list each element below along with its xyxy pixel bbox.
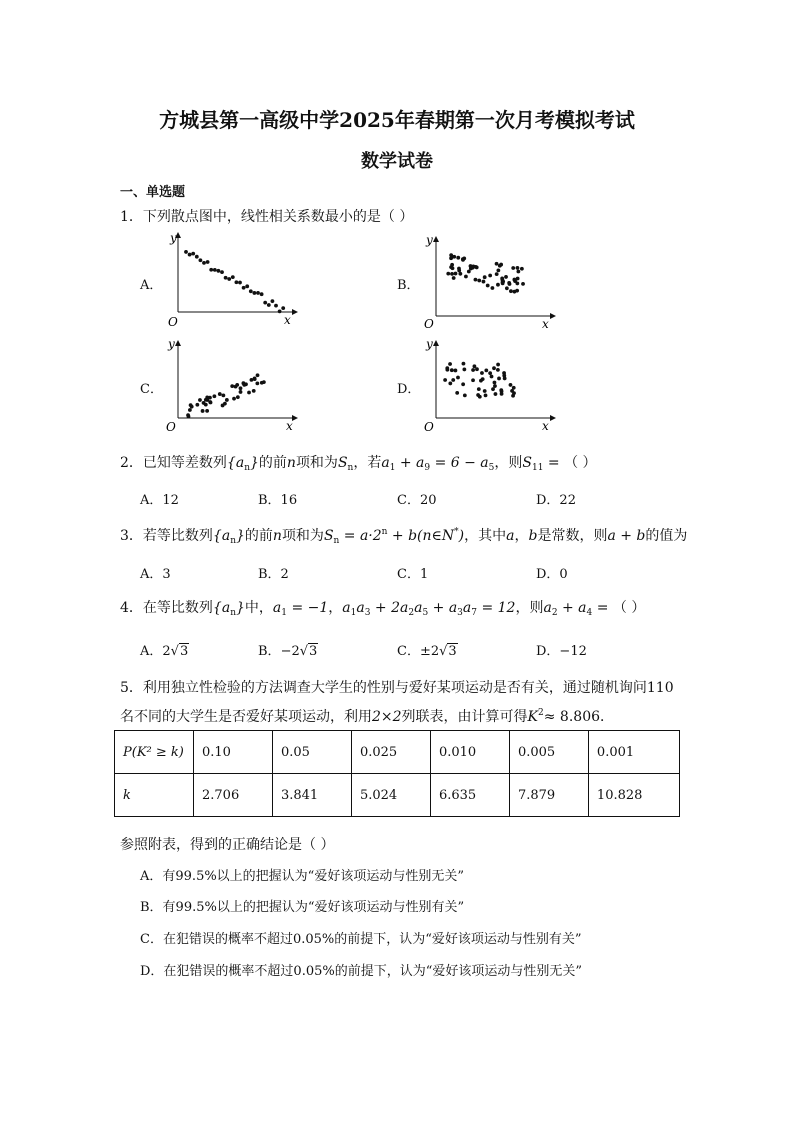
question-5-tail: 参照附表，得到的正确结论是（ ） (120, 837, 335, 853)
question-3-stem: 3．若等比数列$\{a_n\}$的前n项和为$S_n = a\cdot 2^n$ + b(n∈N*)，其中a，b是常数，则a + b的值为 (120, 527, 688, 546)
q1-option-c-label: C． (140, 382, 163, 397)
scatter-dot (191, 252, 195, 256)
table-cell: 0.010 (430, 731, 509, 774)
section-heading: 一、单选题 (120, 185, 186, 200)
x-axis-label: x (286, 419, 293, 433)
scatter-dot (202, 261, 206, 265)
scatter-dot (499, 263, 503, 267)
scatter-dot (221, 394, 225, 398)
question-4-stem: 4．在等比数列$\{a_n\}$中，$a_1 = -1$，$a_1a_3 + 2a_2a_5 + a_3a_7 = 12$，则$a_2 + a_4$ = （ ） (120, 600, 646, 618)
table-cell: 10.828 (588, 774, 679, 817)
scatter-dot (201, 409, 205, 413)
scatter-dot (199, 258, 203, 262)
x-axis-label: x (284, 313, 291, 327)
scatter-dot (516, 266, 520, 270)
scatter-dot (213, 268, 217, 272)
scatter-dot (449, 253, 453, 257)
q2-option-a[interactable]: A．12 (140, 493, 179, 508)
scatter-dot (253, 377, 257, 381)
origin-label: O (424, 317, 434, 331)
q4-option-a[interactable]: A．2√3 (140, 644, 189, 659)
y-axis-label: y (426, 337, 433, 351)
scatter-dot (495, 262, 499, 266)
scatter-dot (463, 393, 467, 397)
scatter-dot (471, 378, 475, 382)
q3-option-a[interactable]: A．3 (140, 567, 171, 582)
scatter-dot (488, 371, 492, 375)
scatter-dot (239, 386, 243, 390)
scatter-dot (256, 373, 260, 377)
scatter-dot (475, 367, 479, 371)
scatter-dot (495, 272, 499, 276)
table-cell: 2.706 (194, 774, 273, 817)
q3-option-d[interactable]: D．0 (536, 567, 568, 582)
x-axis-label: x (542, 317, 549, 331)
scatter-dot (278, 309, 282, 313)
question-5-line1: 5．利用独立性检验的方法调查大学生的性别与爱好某项运动是否有关，通过随机询问110 (120, 680, 674, 696)
scatter-dot (507, 281, 511, 285)
scatter-dot (462, 368, 466, 372)
scatter-dot (204, 403, 208, 407)
scatter-dot (483, 389, 487, 393)
table-row-header: P(K² ≥ k) (115, 731, 194, 774)
scatter-dot (497, 377, 501, 381)
scatter-dot (456, 256, 460, 260)
scatter-dot (450, 272, 454, 276)
table-cell: 5.024 (351, 774, 430, 817)
scatter-dot (477, 387, 481, 391)
scatter-dot (504, 275, 508, 279)
table-cell: 0.001 (588, 731, 679, 774)
y-axis-label: y (168, 337, 175, 351)
scatter-dot (274, 304, 278, 308)
scatter-dot (509, 383, 513, 387)
scatter-dot (189, 403, 193, 407)
scatter-dot (516, 277, 520, 281)
scatter-dot (482, 280, 486, 284)
scatter-dot (267, 303, 271, 307)
table-cell: 0.025 (351, 731, 430, 774)
q5-option-a[interactable]: A．有99.5%以上的把握认为“爱好该项运动与性别无关” (140, 869, 464, 884)
y-axis-label: y (426, 233, 433, 247)
scatter-dot (477, 279, 481, 283)
scatter-dot (461, 258, 465, 262)
scatter-dot (483, 275, 487, 279)
scatter-dot (451, 266, 455, 270)
scatter-dot (462, 362, 466, 366)
scatter-dot (480, 371, 484, 375)
scatter-dot (456, 376, 460, 380)
table-cell: 0.05 (272, 731, 351, 774)
scatter-dot (509, 289, 513, 293)
q3-option-c[interactable]: C．1 (397, 567, 429, 582)
scatter-dot (515, 282, 519, 286)
scatter-dot (496, 363, 500, 367)
scatter-dot (220, 270, 224, 274)
q5-option-b[interactable]: B．有99.5%以上的把握认为“爱好该项运动与性别有关” (140, 900, 465, 915)
scatter-dot (473, 364, 477, 368)
table-row-header: k (115, 774, 194, 817)
question-1-stem: 1．下列散点图中，线性相关系数最小的是（ ） (120, 209, 414, 225)
scatter-dot (454, 272, 458, 276)
scatter-dot (238, 281, 242, 285)
scatter-dot (255, 382, 259, 386)
origin-label: O (166, 420, 176, 434)
question-2-stem: 2．已知等差数列$\{a_n\}$的前n项和为$S_n$，若$a_1 + a_9 = 6 - a_5$，则$S_{11}$ = （ ） (120, 455, 597, 473)
origin-label: O (168, 315, 178, 329)
table-cell: 0.10 (194, 731, 273, 774)
scatter-dot (208, 400, 212, 404)
scatter-dot (221, 404, 225, 408)
scatter-dot (260, 381, 264, 385)
scatter-dot (448, 362, 452, 366)
scatter-dot (486, 284, 490, 288)
table-cell: 6.635 (430, 774, 509, 817)
scatter-dot (224, 276, 228, 280)
scatter-dot (464, 275, 468, 279)
scatter-dot (443, 378, 447, 382)
table-row (115, 731, 680, 774)
scatter-dot (244, 382, 248, 386)
scatter-dot (217, 269, 221, 273)
exam-subtitle: 数学试卷 (361, 151, 433, 172)
q4-option-b[interactable]: B．−2√3 (258, 644, 318, 659)
scatter-dot (491, 286, 495, 290)
scatter-dot (445, 368, 449, 372)
scatter-dot (256, 291, 260, 295)
scatter-dot (245, 284, 249, 288)
scatter-dot (511, 266, 515, 270)
scatter-dot (212, 394, 216, 398)
q1-option-a-label: A． (140, 278, 163, 293)
scatter-dot (494, 392, 498, 396)
scatter-dot (496, 283, 500, 287)
scatter-dot (500, 392, 504, 396)
scatter-dot (188, 253, 192, 257)
scatter-dot (478, 395, 482, 399)
scatter-dot (484, 368, 488, 372)
critical-value-table (114, 730, 680, 817)
scatter-dot (231, 275, 235, 279)
scatter-dot (493, 384, 497, 388)
scatter-dot (510, 389, 514, 393)
scatter-dot (204, 398, 208, 402)
scatter-dot (513, 290, 517, 294)
scatter-dot (479, 379, 483, 383)
q5-option-d[interactable]: D．在犯错误的概率不超过0.05%的前提下，认为“爱好该项运动与性别无关” (140, 964, 583, 979)
scatter-dot (467, 270, 471, 274)
scatter-dot (448, 382, 452, 386)
scatter-dot (446, 272, 450, 276)
table-cell: 0.005 (509, 731, 588, 774)
q1-option-d-label: D． (397, 382, 421, 397)
scatter-dot (206, 260, 210, 264)
scatter-dot (184, 250, 188, 254)
scatter-dot (454, 369, 458, 373)
scatter-plot-c (160, 336, 300, 436)
scatter-dot (198, 398, 202, 402)
q4-option-d[interactable]: D．−12 (536, 644, 587, 659)
scatter-dot (271, 299, 275, 303)
scatter-dot (474, 278, 478, 282)
scatter-dot (205, 409, 209, 413)
scatter-dot (450, 263, 454, 267)
scatter-dot (260, 292, 264, 296)
scatter-dot (452, 276, 456, 280)
scatter-dot (242, 286, 246, 290)
scatter-dot (218, 392, 222, 396)
scatter-dot (195, 403, 199, 407)
scatter-dot (520, 267, 524, 271)
scatter-dot (227, 277, 231, 281)
scatter-dot (496, 268, 500, 272)
scatter-dot (263, 301, 267, 305)
scatter-dot (281, 306, 285, 310)
exam-title: 方城县第一高级中学2025年春期第一次月考模拟考试 (159, 108, 635, 132)
scatter-dot (492, 366, 496, 370)
scatter-dot (234, 385, 238, 389)
q2-option-b[interactable]: B．16 (258, 493, 298, 508)
scatter-dot (471, 264, 475, 268)
question-5-line2: 名不同的大学生是否爱好某项运动，利用2×2列联表，由计算可得$K^2\approx 8.806$． (120, 708, 615, 725)
scatter-plot-a (160, 228, 300, 330)
scatter-dot (236, 395, 240, 399)
y-axis-label: y (170, 231, 177, 245)
q1-option-b-label: B． (397, 278, 420, 293)
scatter-dot (503, 377, 507, 381)
scatter-dot (500, 277, 504, 281)
scatter-dot (209, 268, 213, 272)
scatter-dot (239, 390, 243, 394)
table-cell: 7.879 (509, 774, 588, 817)
scatter-dot (516, 270, 520, 274)
table-row (115, 774, 680, 817)
scatter-dot (187, 414, 191, 418)
scatter-dot (253, 291, 257, 295)
scatter-dot (493, 381, 497, 385)
scatter-dot (461, 382, 465, 386)
scatter-dot (249, 289, 253, 293)
origin-label: O (424, 420, 434, 434)
scatter-dot (232, 397, 236, 401)
scatter-dot (501, 282, 505, 286)
scatter-dot (457, 269, 461, 273)
scatter-dot (496, 368, 500, 372)
q5-option-c[interactable]: C．在犯错误的概率不超过0.05%的前提下，认为“爱好该项运动与性别有关” (140, 932, 582, 947)
scatter-dot (512, 278, 516, 282)
scatter-dot (230, 384, 234, 388)
scatter-dot (490, 375, 494, 379)
scatter-dot (499, 388, 503, 392)
scatter-dot (450, 368, 454, 372)
scatter-dot (455, 391, 459, 395)
q3-option-b[interactable]: B．2 (258, 567, 289, 582)
scatter-plot-b (418, 232, 558, 334)
scatter-dot (511, 394, 515, 398)
scatter-dot (225, 398, 229, 402)
scatter-dot (471, 368, 475, 372)
table-cell: 3.841 (272, 774, 351, 817)
scatter-dot (188, 408, 192, 412)
q2-option-c[interactable]: C．20 (397, 493, 437, 508)
scatter-dot (484, 393, 488, 397)
scatter-dot (252, 389, 256, 393)
scatter-dot (505, 286, 509, 290)
q2-option-d[interactable]: D．22 (536, 493, 576, 508)
scatter-dot (451, 378, 455, 382)
scatter-dot (247, 391, 251, 395)
scatter-dot (488, 274, 492, 278)
scatter-dot (235, 280, 239, 284)
scatter-dot (521, 282, 525, 286)
scatter-plot-d (418, 336, 558, 436)
q4-option-c[interactable]: C．±2√3 (397, 644, 457, 659)
x-axis-label: x (542, 419, 549, 433)
scatter-dot (195, 255, 199, 259)
scatter-dot (458, 272, 462, 276)
